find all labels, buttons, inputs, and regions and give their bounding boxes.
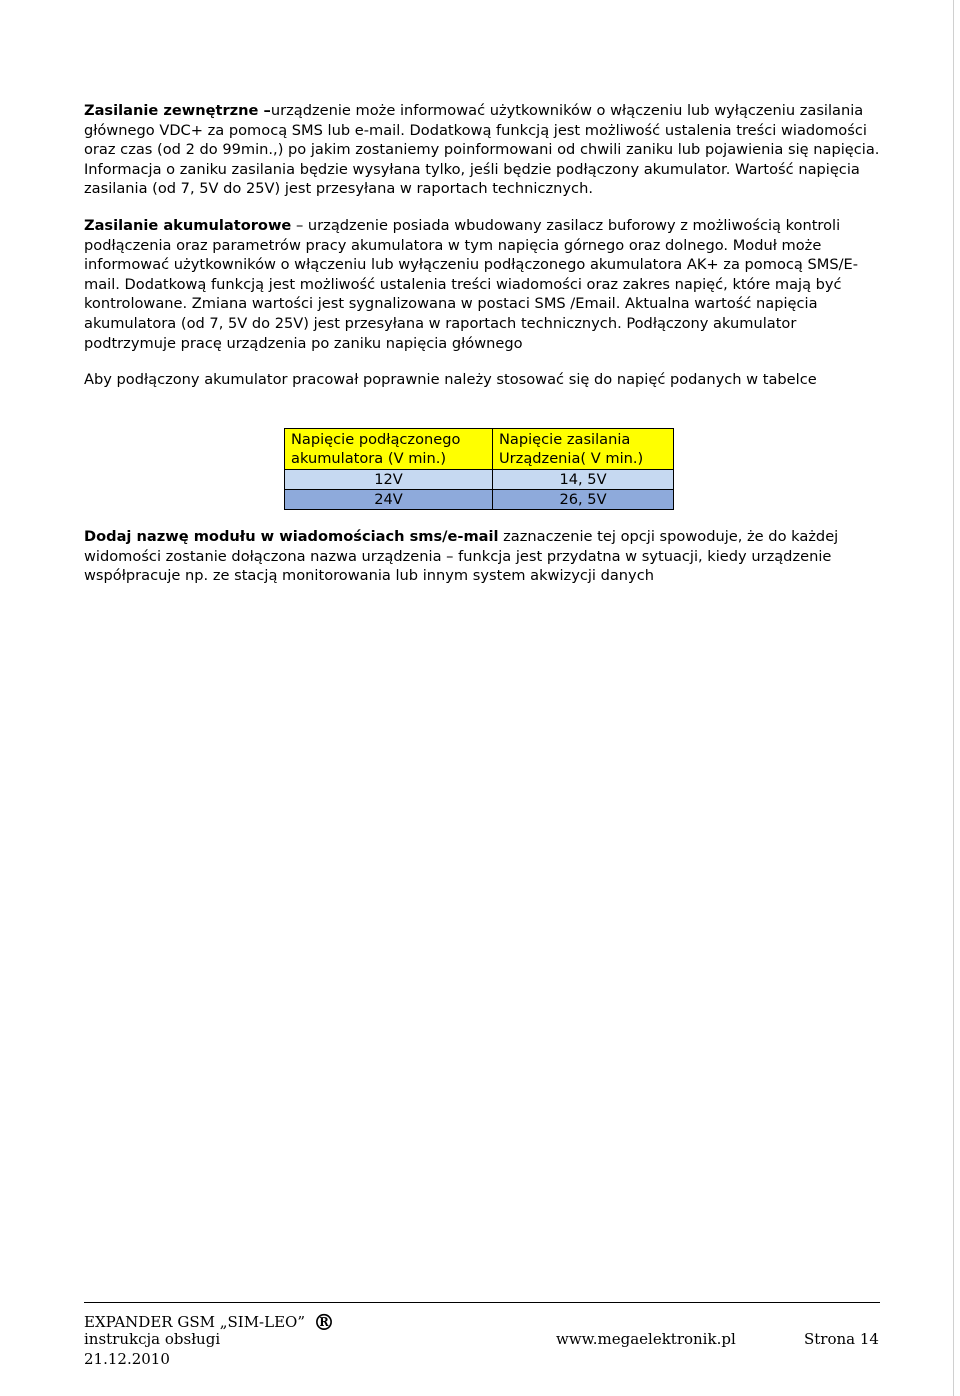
external-power-text: urządzenie może informować użytkowników o włączeniu lub wyłączeniu zasilania głównego VDC+ za pomocą SMS lub e-mail. Dodatkową funkcją jest możliwość ustalenia treści wiadomości oraz czas (od 2 do 99min.,) po jakim zostaniemy poinformowani od chwili zaniku lub pojawienia się napięcia. Informacja o zaniku zasilania będzie wysyłana tylko, jeśli będzie podłączony akumulator. Wartość napięcia zasilania (od 7, 5V do 25V) jest przesyłana w raportach technicznych. — [84, 102, 880, 198]
footer-divider — [84, 1302, 880, 1303]
page-edge-line — [953, 0, 954, 1396]
heading-battery-power: Zasilanie akumulatorowe — [84, 216, 292, 234]
footer-website: www.megaelektronik.pl — [556, 1330, 736, 1348]
battery-power-text: – urządzenie posiada wbudowany zasilacz buforowy z możliwością kontroli podłączenia oraz parametrów pracy akumulatora w tym napięcia górnego oraz dolnego. Moduł może informować użytkowników o włączeniu lub wyłączeniu podłączonego akumulatora AK+ za pomocą SMS/E-mail. Dodatkową funkcją jest możliwość ustalenia treści wiadomości oraz zakres napięć, które mają być kontrolowane. Zmiana wartości jest sygnalizowana w postaci SMS /Email. Aktualna wartość napięcia akumulatora (od 7, 5V do 25V) jest przesyłana w raportach technicznych. Podłączony akumulator podtrzymuje pracę urządzenia po zaniku napięcia głównego — [84, 216, 859, 352]
module-name-section — [84, 527, 880, 586]
paragraph-battery-power — [84, 216, 880, 353]
heading-external-power: Zasilanie zewnętrzne – — [84, 102, 271, 119]
module-name-text: zaznaczenie tej opcji spowoduje, że do każdej widomości zostanie dołączona nazwa urządzenia – funkcja jest przydatna w sytuacji, kiedy urządzenie współpracuje np. ze stacją monitorowania lub innym system akwizycji danych — [84, 528, 839, 585]
heading-module-name: Dodaj nazwę modułu w wiadomościach sms/e-mail — [84, 528, 499, 545]
header-battery-voltage: Napięcie podłączonego akumulatora (V min.) — [285, 429, 493, 470]
cell-battery-voltage: 24V — [285, 490, 493, 510]
cell-supply-voltage: 26, 5V — [493, 490, 674, 510]
paragraph-module-name — [84, 527, 880, 586]
paragraph-external-power — [84, 101, 880, 199]
product-name: EXPANDER GSM „SIM-LEO” — [84, 1313, 306, 1331]
document-body — [84, 101, 880, 390]
footer-page-number: Strona 14 — [804, 1330, 879, 1348]
table-header-row — [285, 429, 674, 470]
cell-supply-voltage: 14, 5V — [493, 470, 674, 490]
registered-mark-icon: ® — [313, 1310, 336, 1336]
voltage-table — [284, 428, 674, 510]
table-row — [285, 470, 674, 490]
footer-date: 21.12.2010 — [84, 1350, 170, 1368]
paragraph-table-intro: Aby podłączony akumulator pracował poprawnie należy stosować się do napięć podanych w tabelce — [84, 371, 817, 389]
table-row — [285, 490, 674, 510]
footer-manual-label: instrukcja obsługi — [84, 1330, 221, 1348]
cell-battery-voltage: 12V — [285, 470, 493, 490]
header-supply-voltage: Napięcie zasilania Urządzenia( V min.) — [493, 429, 674, 470]
